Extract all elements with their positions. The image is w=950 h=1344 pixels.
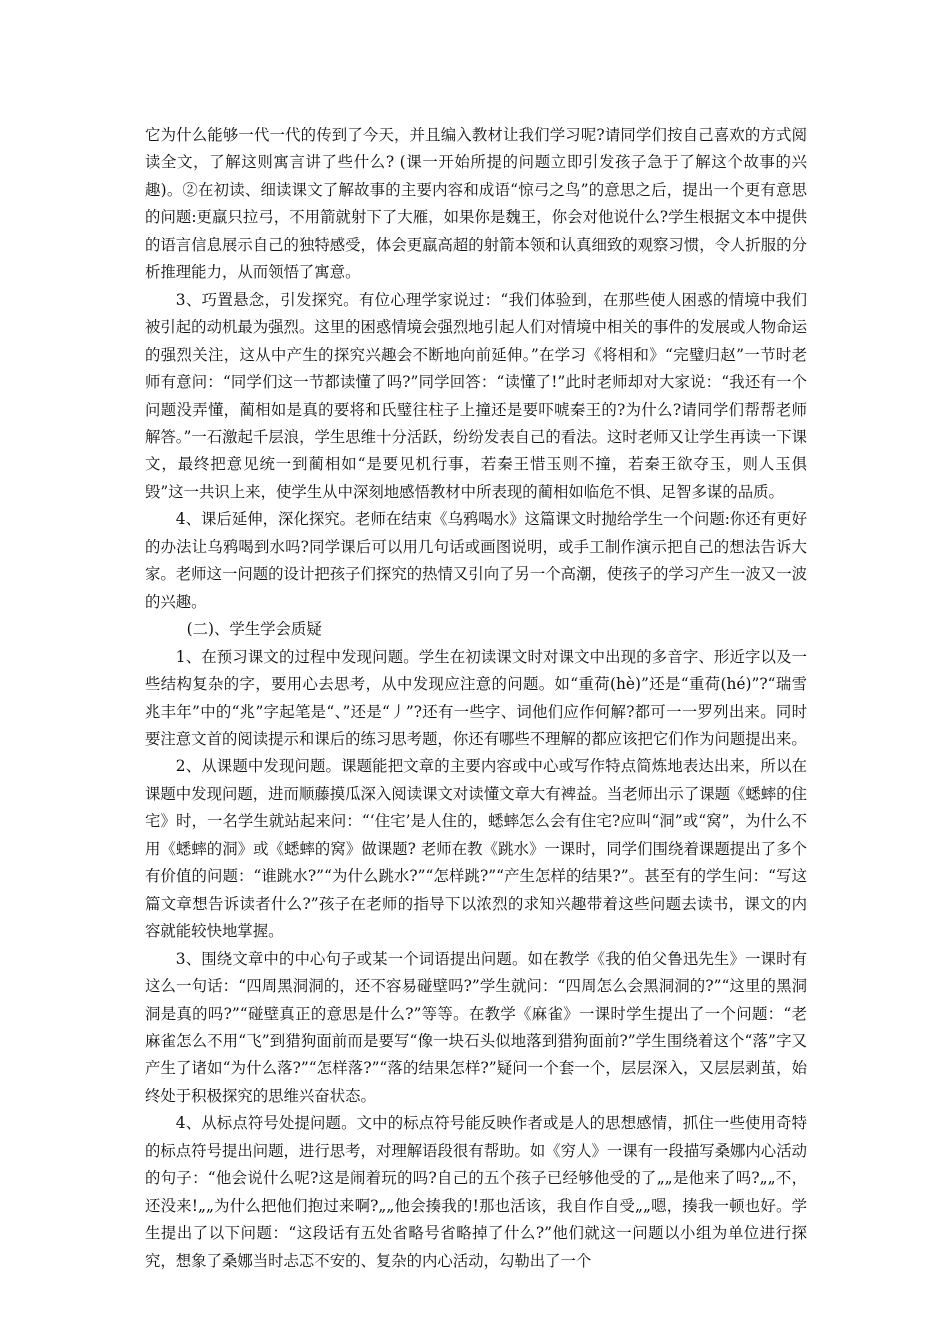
paragraph-suspense: 3、巧置悬念，引发探究。有位心理学家说过：“我们体验到，在那些使人困惑的情境中我们被引起的动机最为强烈。这里的困惑情境会强烈地引起人们对情境中相关的事件的发展或人物命运的强烈关注，这从中产生的探究兴趣会不断地向前延伸。”在学习《将相和》“完璧归赵”一节时老师有意问：“同学们这一节都读懂了吗?”同学回答：“读懂了!”此时老师却对大家说：“我还有一个问题没弄懂，蔺相如是真的要将和氏璧往柱子上撞还是要吓唬秦王的?为什么?请同学们帮帮老师解答。”一石激起千层浪，学生思维十分活跃，纷纷发表自己的看法。这时老师又让学生再读一下课文，最终把意见统一到蔺相如“是要见机行事，若秦王惜玉则不撞，若秦王欲夺玉，则人玉俱毁”这一共识上来，使学生从中深刻地感悟教材中所表现的蔺相如临危不惧、足智多谋的品质。 — [145, 290, 807, 501]
paragraph-continuation: 它为什么能够一代一代的传到了今天，并且编入教材让我们学习呢?请同学们按自己喜欢的方式阅读全文，了解这则寓言讲了些什么? (课一开始所提的问题立即引发孩子急于了解这个故事的兴趣)。②在初读、细读课文了解故事的主要内容和成语“惊弓之鸟”的意思之后，提出一个更有意思的问题:更羸只拉弓，不用箭就射下了大雁，如果你是魏王，你会对他说什么?学生根据文本中提供的语言信息展示自己的独特感受，体会更羸高超的射箭本领和认真细致的观察习惯，令人折服的分析推理能力，从而领悟了寓意。 — [145, 126, 807, 282]
paragraph-punctuation: 4、从标点符号处提问题。文中的标点符号能反映作者或是人的思想感情，抓住一些使用奇特的标点符号提出问题，进行思考，对理解语段很有帮助。如《穷人》一课有一段描写桑娜内心活动的句子：“他会说什么呢?这是闹着玩的吗?自己的五个孩子已经够他受的了„„是他来了吗?„„不，还没来!„„为什么把他们抱过来啊?„„他会揍我的!那也活该，我自作自受„„嗯，揍我一顿也好。学生提出了以下问题：“这段话有五处省略号省略掉了什么?”他们就这一问题以小组为单位进行探究，想象了桑娜当时忐忑不安的、复杂的内心活动，勾勒出了一个 — [145, 1114, 807, 1270]
paragraph-title-questions: 2、从课题中发现问题。课题能把文章的主要内容或中心或写作特点简炼地表达出来，所以在课题中发现问题，进而顺藤摸瓜深入阅读课文对读懂文章大有裨益。当老师出示了课题《蟋蟀的住宅》时，一名学生就站起来问：“‘住宅’是人住的，蟋蟀怎么会有住宅?应叫“洞”或“窝”，为什么不用《蟋蟀的洞》或《蟋蟀的窝》做课题? 老师在教《跳水》一课时，同学们围绕着课题提出了多个有价值的问题：“谁跳水?”“为什么跳水?”“怎样跳?”“产生怎样的结果?”。甚至有的学生问：“写这篇文章想告诉读者什么?”孩子在老师的指导下以浓烈的求知兴趣带着这些问题去读书，课文的内容就能较快地掌握。 — [145, 757, 807, 941]
document-body — [145, 122, 807, 1275]
section-heading: (二)、学生学会质疑 — [186, 620, 322, 639]
paragraph-key-sentence: 3、围绕文章中的中心句子或某一个词语提出问题。如在教学《我的伯父鲁迅先生》一课时有这么一句话：“四周黑洞洞的，还不容易碰壁吗?”学生就问：“四周怎么会黑洞洞的?”“这里的黑洞洞是真的吗?”“碰壁真正的意思是什么?”等等。在教学《麻雀》一课时学生提出了一个问题：“老麻雀怎么不用“飞”到猎狗面前而是要写“像一块石头似地落到猎狗面前?”学生围绕着这个“落”字又产生了诸如“为什么落?”“怎样落?”“落的结果怎样?”疑问一个套一个，层层深入，又层层剥茧，始终处于积极探究的思维兴奋状态。 — [145, 949, 807, 1105]
paragraph-preview: 1、在预习课文的过程中发现问题。学生在初读课文时对课文中出现的多音字、形近字以及一些结构复杂的字，要用心去思考，从中发现应注意的问题。如“重荷(hè)”还是“重荷(hé)”?“瑞雪兆丰年”中的“兆”字起笔是“、”还是“丿”?还有一些字、词他们应作何解?都可一一罗列出来。同时要注意文首的阅读提示和课后的练习思考题，你还有哪些不理解的都应该把它们作为问题提出来。 — [145, 647, 807, 748]
paragraph-extension: 4、课后延伸，深化探究。老师在结束《乌鸦喝水》这篇课文时抛给学生一个问题:你还有更好的办法让乌鸦喝到水吗?同学课后可以用几句话或画图说明，或手工制作演示把自己的想法告诉大家。老师这一问题的设计把孩子们探究的热情又引向了另一个高潮，使孩子的学习产生一波又一波的兴趣。 — [145, 510, 807, 611]
